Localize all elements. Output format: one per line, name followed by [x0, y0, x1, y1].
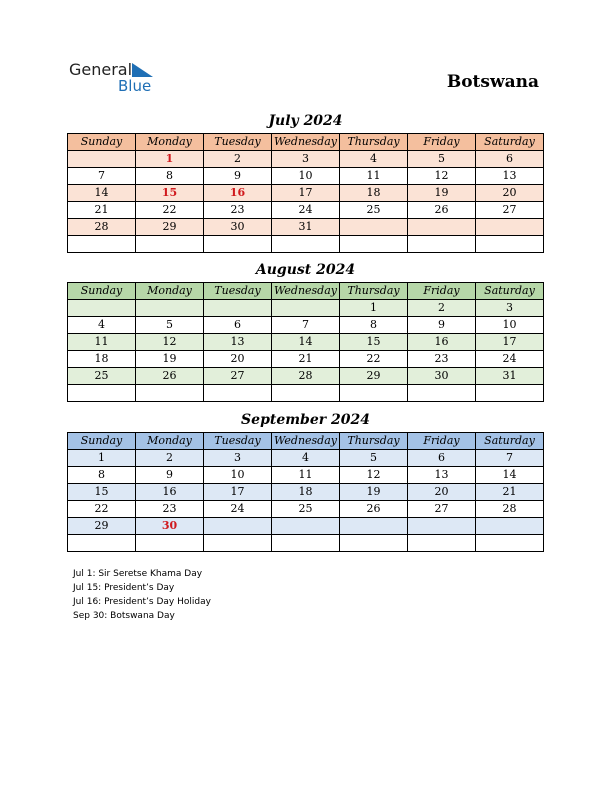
- day-cell: 24: [476, 351, 544, 368]
- weekday-header: Thursday: [340, 433, 408, 450]
- day-cell: 6: [204, 317, 272, 334]
- day-cell: 1: [340, 300, 408, 317]
- day-cell: [204, 385, 272, 402]
- day-cell: 18: [340, 185, 408, 202]
- week-row: [68, 467, 544, 484]
- day-cell: 29: [68, 518, 136, 535]
- week-row: [68, 385, 544, 402]
- day-cell: 13: [408, 467, 476, 484]
- week-row: [68, 300, 544, 317]
- day-cell: 23: [136, 501, 204, 518]
- day-cell: 11: [340, 168, 408, 185]
- week-row: [68, 535, 544, 552]
- day-cell: 25: [340, 202, 408, 219]
- day-cell: [340, 219, 408, 236]
- day-cell: 26: [408, 202, 476, 219]
- week-row: [68, 219, 544, 236]
- day-cell: 5: [136, 317, 204, 334]
- day-cell: 27: [204, 368, 272, 385]
- day-cell: 25: [272, 501, 340, 518]
- day-cell: 7: [272, 317, 340, 334]
- week-row: [68, 185, 544, 202]
- country-title: Botswana: [446, 72, 539, 92]
- holiday-notes: [73, 567, 211, 623]
- day-cell: [476, 518, 544, 535]
- day-cell: [476, 219, 544, 236]
- holiday-day-cell: 15: [136, 185, 204, 202]
- day-cell: 17: [272, 185, 340, 202]
- day-cell: 11: [272, 467, 340, 484]
- day-cell: 3: [204, 450, 272, 467]
- day-cell: 26: [340, 501, 408, 518]
- weekday-header: Tuesday: [204, 134, 272, 151]
- day-cell: 13: [204, 334, 272, 351]
- day-cell: [476, 236, 544, 253]
- weekday-header: Sunday: [68, 283, 136, 300]
- day-cell: [68, 300, 136, 317]
- day-cell: 8: [136, 168, 204, 185]
- day-cell: 21: [476, 484, 544, 501]
- weekday-header: Wednesday: [272, 134, 340, 151]
- holiday-day-cell: 30: [136, 518, 204, 535]
- day-cell: 3: [272, 151, 340, 168]
- day-cell: 8: [68, 467, 136, 484]
- weekday-header: Friday: [408, 283, 476, 300]
- day-cell: 12: [340, 467, 408, 484]
- brand-logo: [69, 60, 169, 96]
- day-cell: 2: [408, 300, 476, 317]
- day-cell: 5: [408, 151, 476, 168]
- weekday-header: Saturday: [476, 283, 544, 300]
- day-cell: [272, 300, 340, 317]
- holiday-day-cell: 1: [136, 151, 204, 168]
- calendar-august: [67, 282, 544, 402]
- day-cell: 17: [476, 334, 544, 351]
- day-cell: 9: [408, 317, 476, 334]
- holiday-note: Jul 16: President’s Day Holiday: [73, 597, 211, 607]
- day-cell: 22: [136, 202, 204, 219]
- logo-triangle-icon: [132, 63, 154, 77]
- weekday-header: Thursday: [340, 134, 408, 151]
- day-cell: 6: [476, 151, 544, 168]
- week-row: [68, 368, 544, 385]
- logo-text-blue: Blue: [118, 77, 152, 95]
- weekday-header: Friday: [408, 433, 476, 450]
- day-cell: [204, 535, 272, 552]
- weekday-header: Tuesday: [204, 283, 272, 300]
- week-row: [68, 236, 544, 253]
- day-cell: [136, 300, 204, 317]
- day-cell: 31: [272, 219, 340, 236]
- week-row: [68, 450, 544, 467]
- day-cell: 10: [272, 168, 340, 185]
- day-cell: [136, 236, 204, 253]
- day-cell: 4: [340, 151, 408, 168]
- day-cell: 16: [408, 334, 476, 351]
- weekday-header-row: [68, 134, 544, 151]
- day-cell: 20: [476, 185, 544, 202]
- day-cell: [408, 385, 476, 402]
- day-cell: 9: [204, 168, 272, 185]
- day-cell: 19: [408, 185, 476, 202]
- day-cell: 12: [136, 334, 204, 351]
- day-cell: 14: [272, 334, 340, 351]
- day-cell: 22: [340, 351, 408, 368]
- day-cell: [408, 219, 476, 236]
- day-cell: 28: [476, 501, 544, 518]
- week-row: [68, 351, 544, 368]
- day-cell: 15: [68, 484, 136, 501]
- day-cell: [204, 236, 272, 253]
- calendar-july: [67, 133, 544, 253]
- day-cell: 26: [136, 368, 204, 385]
- weekday-header: Sunday: [68, 134, 136, 151]
- day-cell: [272, 385, 340, 402]
- day-cell: [204, 518, 272, 535]
- day-cell: 20: [408, 484, 476, 501]
- day-cell: 2: [136, 450, 204, 467]
- weekday-header: Wednesday: [272, 283, 340, 300]
- day-cell: 14: [476, 467, 544, 484]
- day-cell: 14: [68, 185, 136, 202]
- day-cell: [272, 236, 340, 253]
- weekday-header-row: [68, 283, 544, 300]
- day-cell: 31: [476, 368, 544, 385]
- month-title-september: September 2024: [241, 412, 370, 428]
- week-row: [68, 334, 544, 351]
- day-cell: [476, 535, 544, 552]
- day-cell: 30: [408, 368, 476, 385]
- weekday-header: Friday: [408, 134, 476, 151]
- week-row: [68, 151, 544, 168]
- day-cell: [68, 385, 136, 402]
- day-cell: 6: [408, 450, 476, 467]
- day-cell: 25: [68, 368, 136, 385]
- day-cell: 9: [136, 467, 204, 484]
- day-cell: 7: [68, 168, 136, 185]
- month-title-august: August 2024: [255, 262, 356, 278]
- day-cell: 2: [204, 151, 272, 168]
- day-cell: [68, 535, 136, 552]
- weekday-header: Wednesday: [272, 433, 340, 450]
- day-cell: 13: [476, 168, 544, 185]
- day-cell: [408, 236, 476, 253]
- day-cell: 19: [136, 351, 204, 368]
- day-cell: 21: [68, 202, 136, 219]
- weekday-header: Monday: [136, 134, 204, 151]
- day-cell: 18: [272, 484, 340, 501]
- day-cell: 16: [136, 484, 204, 501]
- day-cell: 20: [204, 351, 272, 368]
- weekday-header: Monday: [136, 433, 204, 450]
- day-cell: [272, 518, 340, 535]
- day-cell: 10: [204, 467, 272, 484]
- day-cell: 28: [272, 368, 340, 385]
- day-cell: 12: [408, 168, 476, 185]
- day-cell: 29: [340, 368, 408, 385]
- day-cell: 23: [204, 202, 272, 219]
- day-cell: 28: [68, 219, 136, 236]
- week-row: [68, 168, 544, 185]
- day-cell: [408, 535, 476, 552]
- weekday-header: Monday: [136, 283, 204, 300]
- week-row: [68, 518, 544, 535]
- day-cell: 22: [68, 501, 136, 518]
- day-cell: [204, 300, 272, 317]
- day-cell: 24: [204, 501, 272, 518]
- day-cell: 15: [340, 334, 408, 351]
- day-cell: 17: [204, 484, 272, 501]
- day-cell: 29: [136, 219, 204, 236]
- weekday-header: Sunday: [68, 433, 136, 450]
- day-cell: 27: [408, 501, 476, 518]
- day-cell: [340, 518, 408, 535]
- day-cell: 24: [272, 202, 340, 219]
- day-cell: 10: [476, 317, 544, 334]
- day-cell: 3: [476, 300, 544, 317]
- holiday-day-cell: 16: [204, 185, 272, 202]
- day-cell: [68, 236, 136, 253]
- day-cell: 21: [272, 351, 340, 368]
- week-row: [68, 202, 544, 219]
- logo-text-general: General: [69, 60, 133, 79]
- day-cell: 1: [68, 450, 136, 467]
- day-cell: [136, 535, 204, 552]
- weekday-header: Saturday: [476, 433, 544, 450]
- weekday-header: Tuesday: [204, 433, 272, 450]
- weekday-header-row: [68, 433, 544, 450]
- day-cell: 18: [68, 351, 136, 368]
- holiday-note: Jul 15: President’s Day: [73, 583, 175, 593]
- week-row: [68, 501, 544, 518]
- day-cell: 23: [408, 351, 476, 368]
- calendar-september: [67, 432, 544, 552]
- day-cell: [272, 535, 340, 552]
- week-row: [68, 317, 544, 334]
- day-cell: 11: [68, 334, 136, 351]
- holiday-note: Jul 1: Sir Seretse Khama Day: [73, 569, 203, 579]
- weekday-header: Saturday: [476, 134, 544, 151]
- day-cell: 8: [340, 317, 408, 334]
- day-cell: 27: [476, 202, 544, 219]
- day-cell: [340, 535, 408, 552]
- day-cell: 7: [476, 450, 544, 467]
- day-cell: [340, 385, 408, 402]
- month-title-july: July 2024: [268, 113, 343, 129]
- day-cell: [68, 151, 136, 168]
- day-cell: 4: [68, 317, 136, 334]
- day-cell: [476, 385, 544, 402]
- weekday-header: Thursday: [340, 283, 408, 300]
- day-cell: [340, 236, 408, 253]
- week-row: [68, 484, 544, 501]
- day-cell: [136, 385, 204, 402]
- holiday-note: Sep 30: Botswana Day: [73, 611, 175, 621]
- day-cell: 4: [272, 450, 340, 467]
- day-cell: 30: [204, 219, 272, 236]
- day-cell: 5: [340, 450, 408, 467]
- day-cell: 19: [340, 484, 408, 501]
- day-cell: [408, 518, 476, 535]
